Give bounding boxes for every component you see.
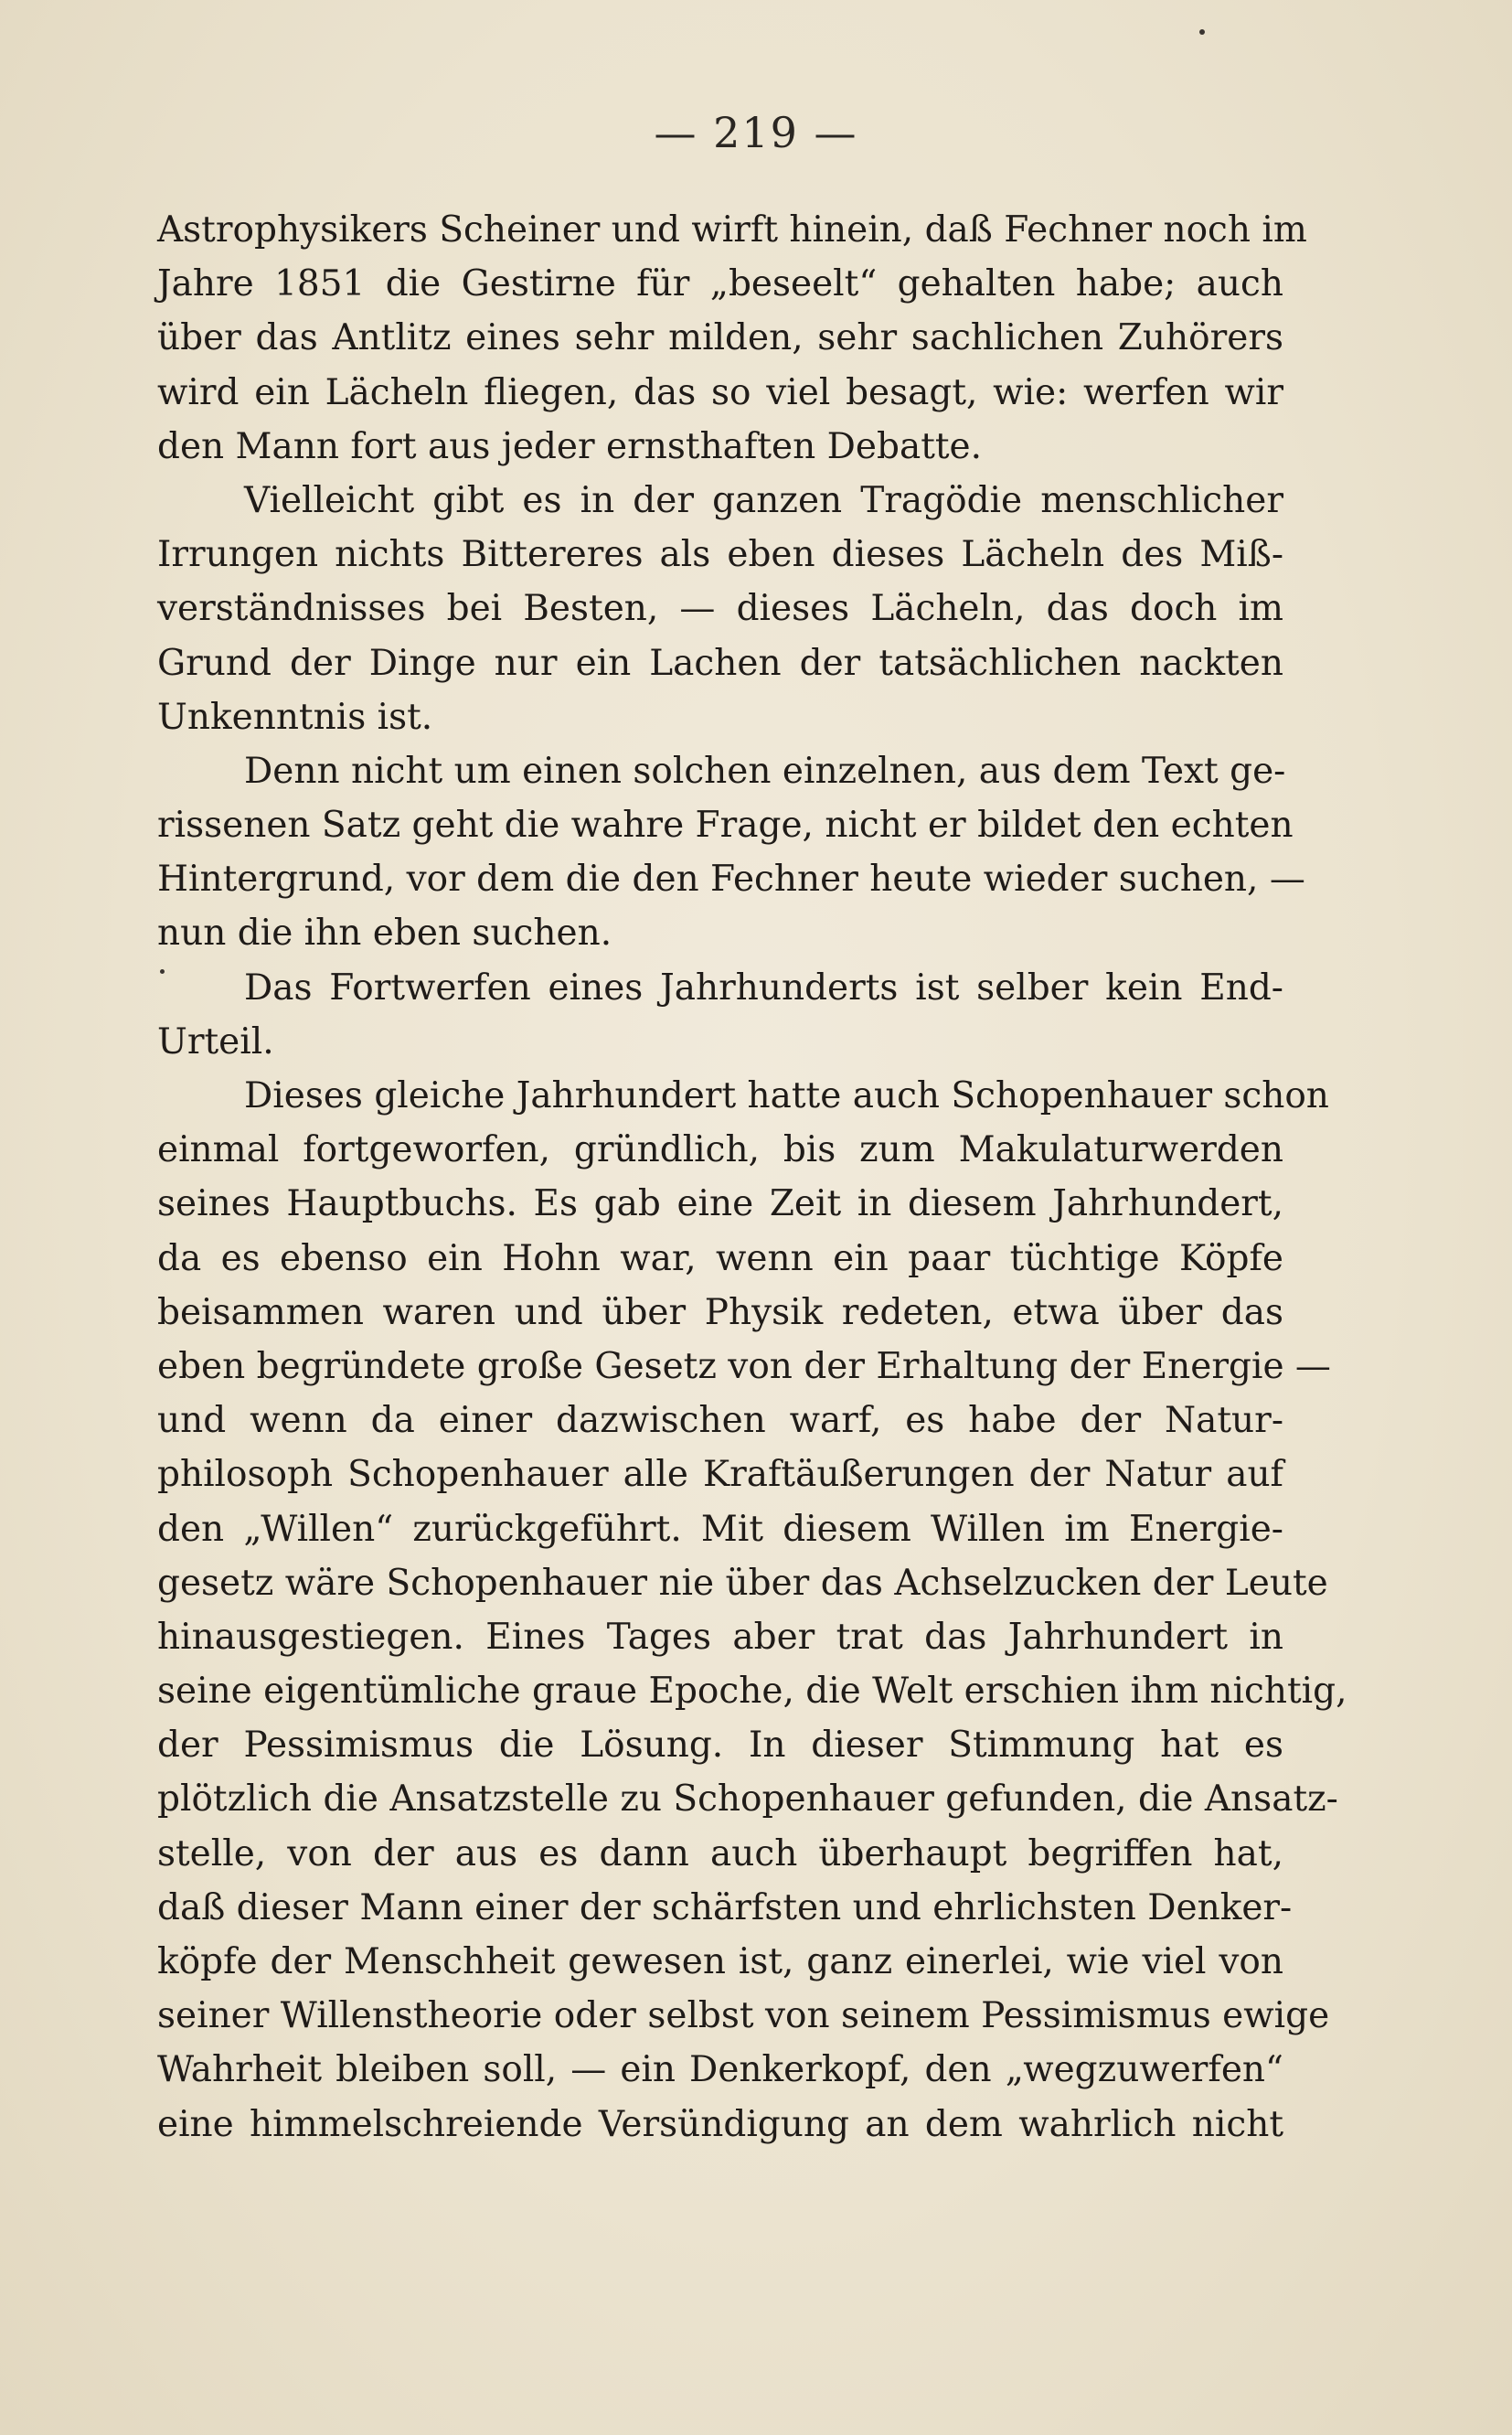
text-line: philosoph Schopenhauer alle Kraftäußerungen der Natur auf: [157, 1454, 1283, 1496]
text-line: seine eigentümliche graue Epoche, die Welt erschien ihm nichtig,: [157, 1671, 1347, 1713]
text-line: und wenn da einer dazwischen warf, es habe der Natur-: [157, 1400, 1283, 1442]
text-line: Irrungen nichts Bittereres als eben dieses Lächeln des Miß-: [157, 534, 1283, 576]
text-line: Vielleicht gibt es in der ganzen Tragödie menschlicher: [244, 479, 1283, 521]
paragraph: [157, 203, 1307, 474]
print-speck: [160, 969, 165, 974]
paragraph: [157, 744, 1305, 961]
text-line: beisammen waren und über Physik redeten, etwa über das: [157, 1291, 1283, 1333]
text-line: daß dieser Mann einer der schärfsten und ehrlichsten Denker-: [157, 1886, 1293, 1928]
text-line: plötzlich die Ansatzstelle zu Schopenhauer gefunden, die Ansatz-: [157, 1778, 1338, 1821]
text-line: den Mann fort aus jeder ernsthaften Debatte.: [157, 425, 983, 467]
text-line: seines Hauptbuchs. Es gab eine Zeit in diesem Jahrhundert,: [157, 1183, 1283, 1225]
text-line: hinausgestiegen. Eines Tages aber trat das Jahrhundert in: [157, 1616, 1283, 1658]
print-speck: [1199, 29, 1205, 35]
page-number: — 219 —: [654, 108, 858, 157]
text-line: köpfe der Menschheit gewesen ist, ganz einerlei, wie viel von: [157, 1941, 1283, 1982]
text-line: verständnisses bei Besten, — dieses Lächeln, das doch im: [157, 588, 1283, 630]
text-line: Jahre 1851 die Gestirne für „beseelt“ gehalten habe; auch: [157, 263, 1283, 305]
text-line: Hintergrund, vor dem die den Fechner heute wieder suchen, —: [157, 859, 1305, 901]
text-line: Denn nicht um einen solchen einzelnen, aus dem Text ge-: [244, 750, 1286, 792]
text-line: Dieses gleiche Jahrhundert hatte auch Schopenhauer schon: [244, 1075, 1329, 1116]
text-line: den „Willen“ zurückgeführt. Mit diesem Willen im Energie-: [157, 1508, 1283, 1550]
text-line: stelle, von der aus es dann auch überhaupt begriffen hat,: [157, 1832, 1283, 1874]
text-line: rissenen Satz geht die wahre Frage, nicht er bildet den echten: [157, 805, 1294, 847]
text-line: eine himmelschreiende Versündigung an dem wahrlich nicht: [157, 2103, 1283, 2145]
text-line: über das Antlitz eines sehr milden, sehr sachlichen Zuhörers: [157, 317, 1283, 359]
text-line: wird ein Lächeln fliegen, das so viel besagt, wie: werfen wir: [157, 371, 1283, 413]
text-line: Urteil.: [157, 1020, 274, 1063]
text-line: Unkenntnis ist.: [157, 696, 433, 738]
paragraph: [157, 1069, 1347, 2152]
paragraph: [157, 961, 1283, 1069]
text-line: einmal fortgeworfen, gründlich, bis zum Makulaturwerden: [157, 1129, 1283, 1171]
text-line: da es ebenso ein Hohn war, wenn ein paar tüchtige Köpfe: [157, 1237, 1283, 1279]
text-line: Wahrheit bleiben soll, — ein Denkerkopf, den „wegzuwerfen“: [157, 2049, 1283, 2091]
paragraph: [157, 474, 1283, 744]
text-line: Grund der Dinge nur ein Lachen der tatsächlichen nackten: [157, 642, 1283, 684]
text-line: nun die ihn eben suchen.: [157, 913, 612, 955]
text-line: der Pessimismus die Lösung. In dieser Stimmung hat es: [157, 1725, 1283, 1767]
text-line: gesetz wäre Schopenhauer nie über das Achselzucken der Leute: [157, 1562, 1328, 1604]
body-text: [157, 203, 1347, 2152]
text-line: Das Fortwerfen eines Jahrhunderts ist selber kein End-: [244, 967, 1283, 1009]
text-line: eben begründete große Gesetz von der Erhaltung der Energie —: [157, 1345, 1331, 1387]
text-line: Astrophysikers Scheiner und wirft hinein, daß Fechner noch im: [157, 209, 1307, 251]
text-line: seiner Willenstheorie oder selbst von seinem Pessimismus ewige: [157, 1995, 1330, 2037]
